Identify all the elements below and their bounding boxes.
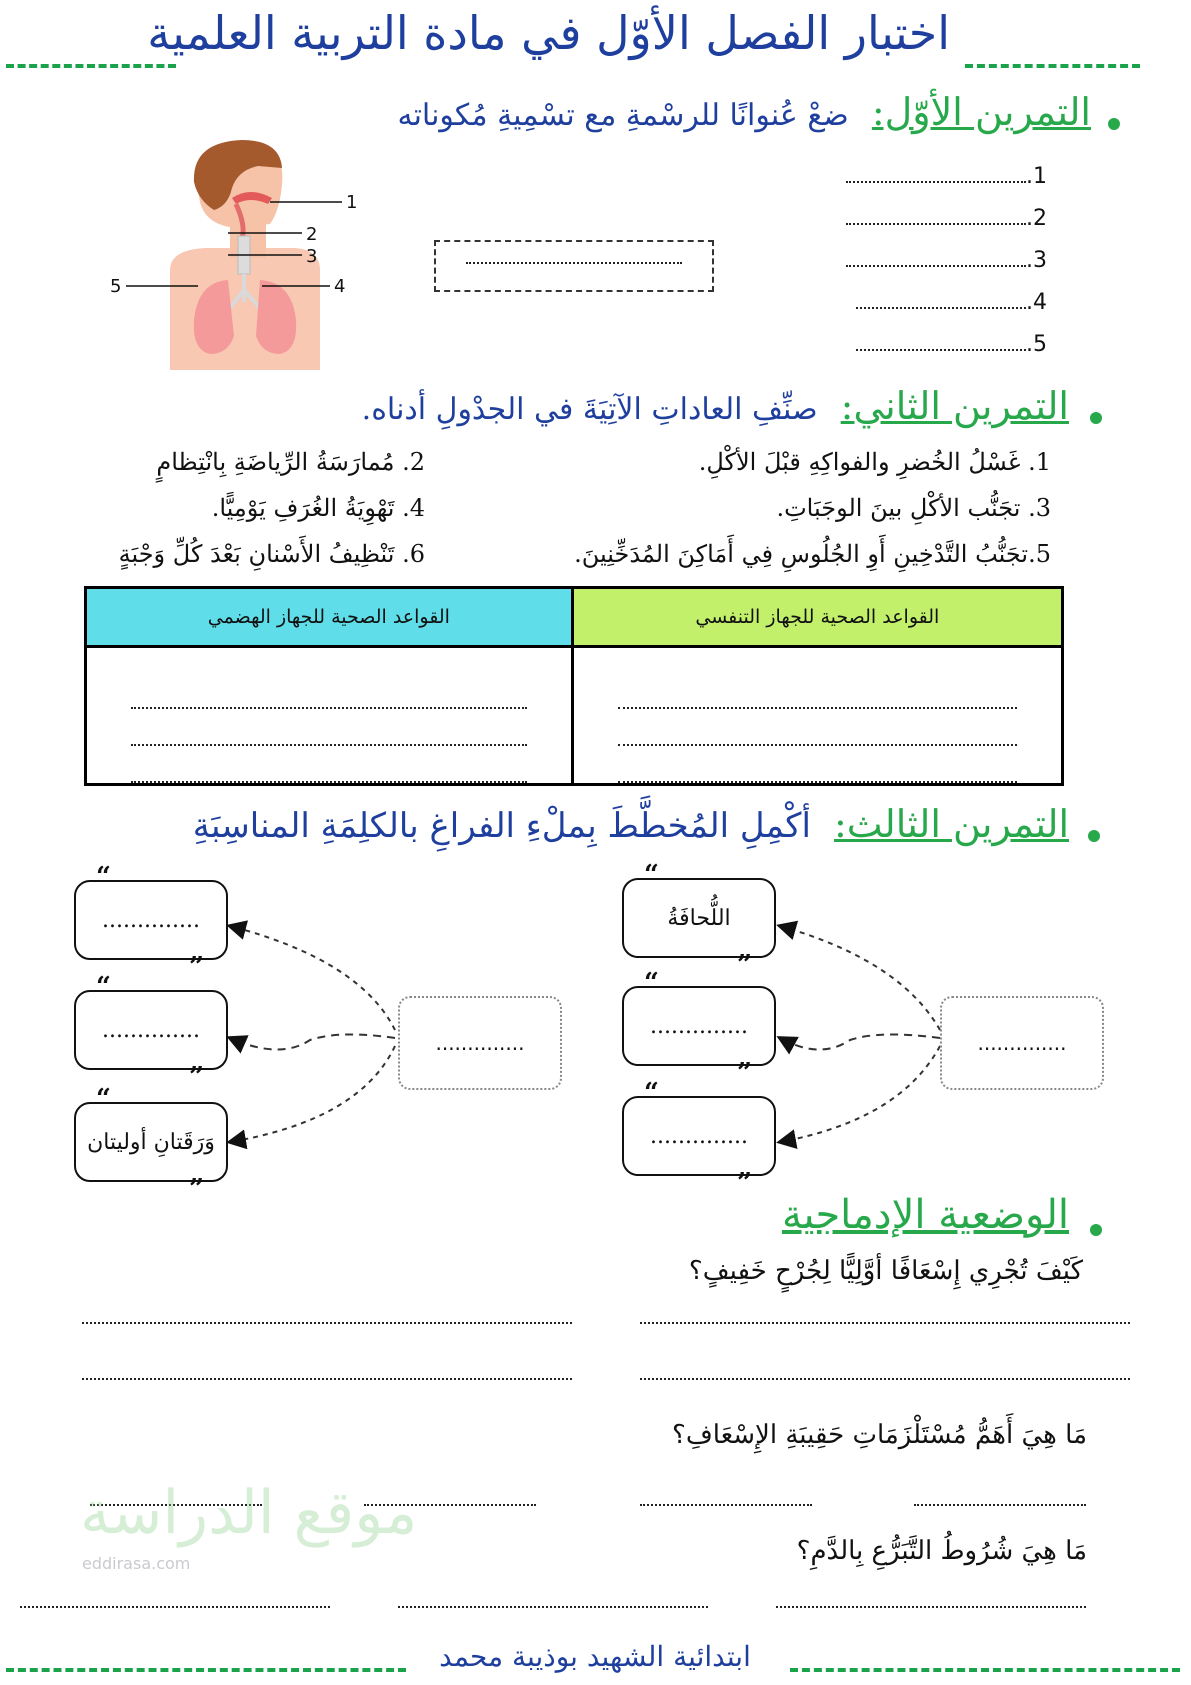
left-frame-2[interactable]: “ .............. ” — [74, 990, 228, 1070]
bottom-divider-left — [6, 1668, 406, 1672]
integration-name: الوضعية الإدماجية — [781, 1192, 1069, 1238]
diagram-label-4: 4 — [334, 276, 346, 297]
respiratory-system-illustration — [110, 140, 390, 380]
bottom-divider-right — [790, 1668, 1180, 1672]
page-title: اختبار الفصل الأوّل في مادة التربية العلمية — [147, 6, 950, 60]
ex1-answer-2-num: 2. — [1026, 206, 1047, 231]
exercise3-name: التمرين الثالث: — [834, 802, 1069, 846]
diagram-label-1: 1 — [346, 192, 358, 213]
bullet-exercise1 — [1108, 118, 1120, 130]
exercise1-instruction: ضعْ عُنوانًا للرسْمةِ مع تسْمِيةِ مُكوناته — [397, 98, 849, 133]
integration-question-3: مَا هِيَ شُرُوطُ التَّبَرُّعِ بِالدَّمِ؟ — [796, 1536, 1087, 1566]
left-source-box[interactable] — [398, 996, 562, 1090]
left-frame-2-text: .............. — [102, 1017, 200, 1043]
top-divider-right — [965, 64, 1140, 68]
header-respiratory: القواعد الصحية للجهاز التنفسي — [572, 588, 1062, 647]
exercise2-name: التمرين الثاني: — [840, 384, 1069, 428]
right-frame-1-text: اللُّحافَةُ — [667, 905, 731, 931]
watermark — [70, 1470, 430, 1580]
exercise2-instruction: صنِّفِ العاداتِ الآتِيَةَ في الجدْولِ أدناه. — [361, 392, 818, 427]
ex1-answer-1[interactable] — [846, 164, 1047, 189]
q3-line-1[interactable] — [776, 1606, 1086, 1608]
header-digestive: القواعد الصحية للجهاز الهضمي — [86, 588, 573, 647]
exercise3-instruction: أكْمِلِ المُخطَّطَ بِملْءِ الفراغِ بالكلِمَةِ المناسِبَةِ — [192, 806, 811, 846]
diagram-title-dots — [466, 262, 682, 264]
ex1-answer-5[interactable] — [856, 332, 1047, 357]
q2-blank-1[interactable] — [914, 1504, 1086, 1506]
ex1-answer-1-num: 1. — [1026, 164, 1047, 189]
bullet-exercise3 — [1088, 830, 1100, 842]
right-frame-2-text: .............. — [650, 1013, 748, 1039]
ex1-answer-3[interactable] — [846, 248, 1047, 273]
right-source-text: .............. — [977, 1031, 1067, 1055]
ex1-answer-2[interactable] — [846, 206, 1047, 231]
exercise1-name: التمرين الأوّل: — [871, 90, 1091, 134]
cell-digestive[interactable] — [86, 647, 573, 785]
q1-line-1-right[interactable] — [640, 1322, 1130, 1324]
left-frame-3-text: وَرَقَتانِ أوليتان — [87, 1129, 215, 1155]
bullet-exercise2 — [1090, 412, 1102, 424]
habit-3: 3. تجَنُّب الأكْلِ بينَ الوجَبَاتِ. — [776, 494, 1051, 522]
integration-question-1: كَيْفَ تُجْرِي إِسْعَافًا أوَّلِيًّا لِجُرْحٍ خَفِيفٍ؟ — [688, 1256, 1083, 1286]
top-divider-left — [6, 64, 176, 68]
q1-line-2-right[interactable] — [640, 1378, 1130, 1380]
diagram-label-3: 3 — [306, 246, 318, 267]
footer-school-name: ابتدائية الشهيد بوذيبة محمد — [439, 1640, 751, 1673]
habits-classification-table — [84, 586, 1064, 786]
watermark-label: موقع الدراسة — [80, 1478, 418, 1548]
watermark-site: eddirasa.com — [82, 1554, 191, 1573]
exercise1-heading — [398, 90, 1092, 134]
q3-line-3[interactable] — [20, 1606, 330, 1608]
habit-4: 4. تَهْوِيَةُ الغُرَفِ يَوْمِيًّا. — [211, 494, 425, 522]
left-frame-1-text: .............. — [102, 907, 200, 933]
q3-line-2[interactable] — [398, 1606, 708, 1608]
habit-5: 5.تجَنُّبُ التَّدْخِينِ أَوِ الجُلُوسِ فِي أَمَاكِنَ المُدَخِّنِينَ. — [574, 540, 1051, 568]
right-frame-3-text: .............. — [650, 1123, 748, 1149]
right-frame-3[interactable]: “ .............. ” — [622, 1096, 776, 1176]
ex1-answer-4[interactable] — [856, 290, 1047, 315]
diagram-label-5: 5 — [110, 276, 122, 297]
diagram-title-box[interactable] — [434, 240, 714, 292]
ex1-answer-4-num: 4. — [1026, 290, 1047, 315]
habit-6: 6. تَنْظِيفُ الأَسْنانِ بَعْدَ كُلِّ وَجْبَةٍ — [118, 540, 425, 568]
ex1-answer-5-num: 5. — [1026, 332, 1047, 357]
left-frame-3[interactable]: “ وَرَقَتانِ أوليتان ” — [74, 1102, 228, 1182]
left-source-text: .............. — [435, 1031, 525, 1055]
q1-line-1-left[interactable] — [82, 1322, 572, 1324]
right-frame-2[interactable]: “ .............. ” — [622, 986, 776, 1066]
q1-line-2-left[interactable] — [82, 1378, 572, 1380]
left-frame-1[interactable]: “ .............. ” — [74, 880, 228, 960]
q2-blank-2[interactable] — [640, 1504, 812, 1506]
habit-2: 2. مُمارَسَةُ الرِّياضَةِ بِانْتِظامٍ — [156, 448, 425, 476]
diagram-label-2: 2 — [306, 224, 318, 245]
bullet-integration — [1090, 1224, 1102, 1236]
integration-question-2: مَا هِيَ أَهَمُّ مُسْتَلْزَمَاتِ حَقِيبَةِ الإِسْعَافِ؟ — [672, 1420, 1087, 1450]
exercise3-heading — [193, 802, 1069, 846]
ex1-answer-3-num: 3. — [1026, 248, 1047, 273]
right-frame-1[interactable]: “ اللُّحافَةُ ” — [622, 878, 776, 958]
cell-respiratory[interactable] — [572, 647, 1062, 785]
integration-heading — [782, 1192, 1069, 1238]
habit-1: 1. غَسْلُ الخُضرِ والفواكِهِ قبْلَ الأكْلِ. — [698, 448, 1051, 476]
right-source-box[interactable] — [940, 996, 1104, 1090]
exercise2-heading — [362, 384, 1069, 428]
